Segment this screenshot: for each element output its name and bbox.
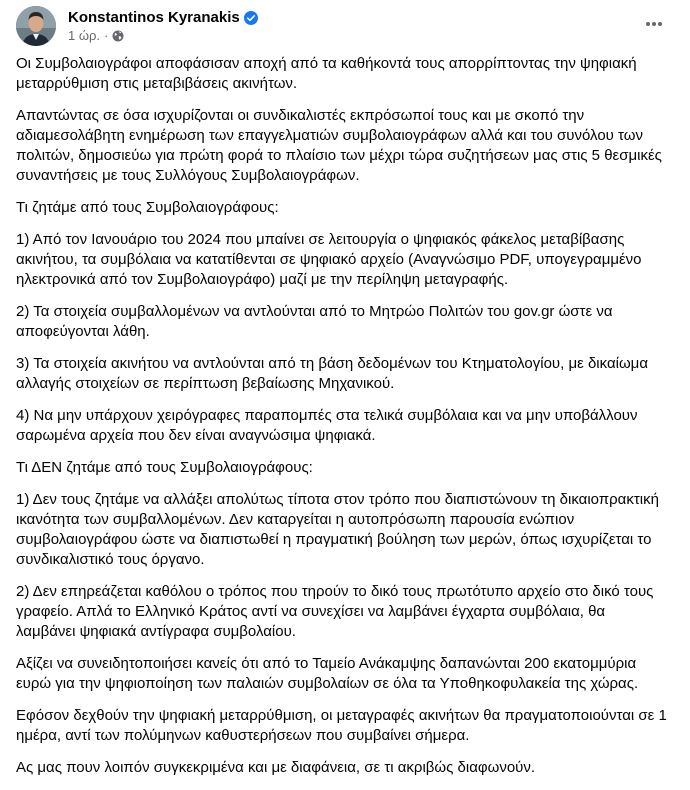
post-timestamp[interactable]: 1 ώρ. (68, 28, 100, 43)
paragraph: Ας μας πουν λοιπόν συγκεκριμένα και με διαφάνεια, σε τι ακριβώς διαφωνούν. (16, 759, 536, 776)
paragraph: 2) Δεν επηρεάζεται καθόλου ο τρόπος που τηρούν το δικό τους πρωτότυπο αρχείο στο δικό τους γραφείο. Απλά το Ελληνικό Κράτος αντί να συνεχίσει να λαμβάνει έγχαρτα συμβόλαια, θα λαμβάνει ψηφιακά αντίγραφα συμβολαίου. (16, 583, 654, 640)
paragraph: Απαντώντας σε όσα ισχυρίζονται οι συνδικαλιστές εκπρόσωποί τους και με σκοπό την αδιαμεσολάβητη ενημέρωση των επαγγελματιών συμβολαιογράφων αλλά και του συνόλου των πολιτών, δημοσιεύω για πρώτη φορά το πλαίσιο των μέχρι τώρα συζητήσεων μας στις 5 θεσμικές συναντήσεις με τους Συλλόγους Συμβολαιογράφων. (16, 107, 662, 184)
paragraph: 1) Από τον Ιανουάριο του 2024 που μπαίνει σε λειτουργία ο ψηφιακός φάκελος μεταβίβασης ακινήτου, τα συμβόλαια να κατατίθενται σε ψηφιακό αρχείο (Αναγνώσιμο PDF, υπογεγραμμένο ηλεκτρονικά από τον Συμβολαιογράφο) μαζί με την περίληψη μεταγραφής. (16, 231, 642, 288)
avatar[interactable] (16, 6, 56, 46)
post-meta (68, 28, 124, 43)
paragraph: 2) Τα στοιχεία συμβαλλομένων να αντλούνται από το Μητρώο Πολιτών του gov.gr ώστε να αποφεύγονται λάθη. (16, 303, 613, 340)
verified-badge-icon (244, 11, 258, 25)
author-name-link[interactable]: Konstantinos Kyranakis (68, 9, 240, 26)
paragraph: 1) Δεν τους ζητάμε να αλλάξει απολύτως τίποτα στον τρόπο που διαπιστώνουν τη δικαιοπρακτική ικανότητα των συμβαλλομένων. Δεν καταργείται η αυτοπρόσωπη παρουσία ενώπιον συμβολαιογράφου ώστε να διαπιστωθεί η πραγματική βούληση των μερών, όπως ισχυρίζεται το συνδικαλιστικό τους όργανο. (16, 491, 659, 568)
paragraph: 3) Τα στοιχεία ακινήτου να αντλούνται από τη βάση δεδομένων του Κτηματολογίου, με δικαίωμα αλλαγής στοιχείων σε περίπτωση βεβαίωσης Μηχανικού. (16, 355, 648, 392)
more-options-button[interactable] (636, 6, 672, 42)
paragraph: Οι Συμβολαιογράφοι αποφάσισαν αποχή από τα καθήκοντά τους απορρίπτοντας την ψηφιακή μεταρρύθμιση στις μεταβιβάσεις ακινήτων. (16, 55, 637, 92)
post-text (16, 54, 668, 790)
meta-separator: · (104, 28, 109, 43)
paragraph: Τι ΔΕΝ ζητάμε από τους Συμβολαιογράφους: (16, 459, 313, 476)
globe-icon[interactable] (112, 30, 124, 42)
post-header (16, 6, 676, 46)
paragraph: Αξίζει να συνειδητοποιήσει κανείς ότι από το Ταμείο Ανάκαμψης δαπανώνται 200 εκατομμύρια ευρώ για την ψηφιοποίηση των παλαιών συμβολαίων σε όλα τα Υποθηκοφυλακεία της χώρας. (16, 655, 639, 692)
more-options-icon (644, 14, 664, 34)
profile-photo (16, 6, 56, 46)
author-row (68, 9, 258, 26)
paragraph: 4) Να μην υπάρχουν χειρόγραφες παραπομπές στα τελικά συμβόλαια και να μην υποβάλλουν σαρωμένα αρχεία που δεν είναι αναγνώσιμα ψηφιακά. (16, 407, 638, 444)
paragraph: Τι ζητάμε από τους Συμβολαιογράφους: (16, 199, 279, 216)
paragraph: Εφόσον δεχθούν την ψηφιακή μεταρρύθμιση, οι μεταγραφές ακινήτων θα πραγματοποιούνται σε 1 ημέρα, αντί των πολύμηνων καθυστερήσεων που συμβαίνει σήμερα. (16, 707, 667, 744)
